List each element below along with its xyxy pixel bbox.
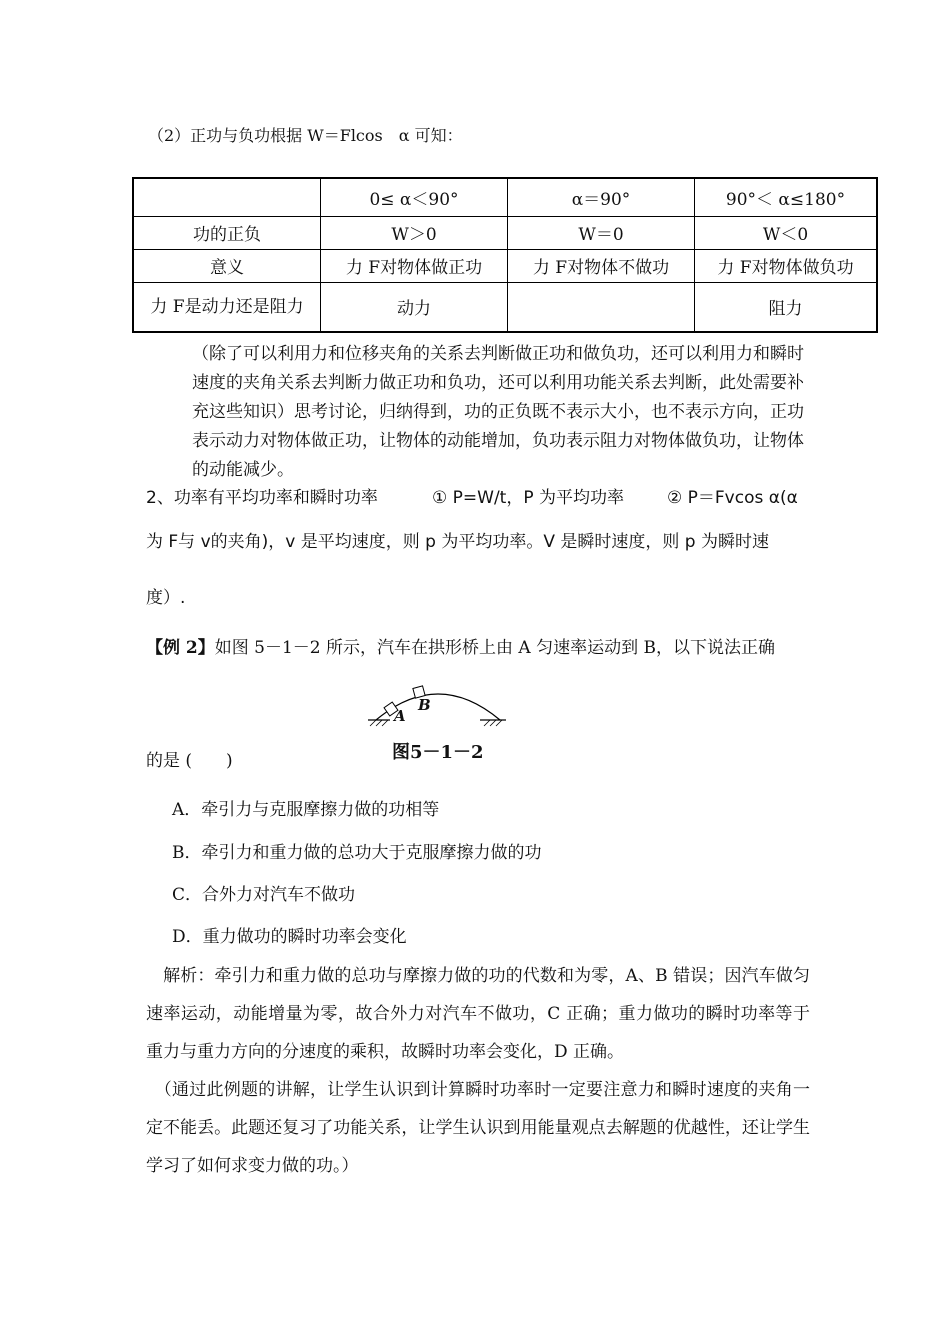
arch-bridge-figure <box>368 682 508 728</box>
table-cell: W＜0 <box>695 216 878 249</box>
power-line-1c: ② P＝Fvcos α(α <box>667 488 798 508</box>
table-cell <box>508 282 695 332</box>
table-cell: W＝0 <box>508 216 695 249</box>
example-heading <box>146 640 775 657</box>
power-line-1a: 2、功率有平均功率和瞬时功率 <box>146 488 378 508</box>
option-c: C．合外力对汽车不做功 <box>172 885 356 905</box>
option-a: A．牵引力与克服摩擦力做的功相等 <box>172 800 440 820</box>
table-row <box>133 216 877 249</box>
figure-label-b: B <box>418 696 431 714</box>
table-row <box>133 249 877 282</box>
table-cell: 功的正负 <box>133 216 321 249</box>
table-cell: 阻力 <box>695 282 878 332</box>
analysis-paragraph: 解析：牵引力和重力做的总功与摩擦力做的功的代数和为零，A、B 错误；因汽车做匀速率运动，动能增量为零，故合外力对汽车不做功，C 正确；重力做功的瞬时功率等于重力与重力方向的分速度的乘积，故瞬时功率会变化，D 正确。 <box>146 966 810 1062</box>
table-cell: 力 F对物体做负功 <box>695 249 878 282</box>
work-sign-table <box>132 177 878 333</box>
table-cell: 0≤ α＜90° <box>321 178 508 216</box>
table-header-row <box>133 178 877 216</box>
table-cell: 力 F对物体不做功 <box>508 249 695 282</box>
teaching-note-paragraph: （通过此例题的讲解，让学生认识到计算瞬时功率时一定要注意力和瞬时速度的夹角一定不能丢。此题还复习了功能关系，让学生认识到用能量观点去解题的优越性，还让学生学习了如何求变力做的功。） <box>146 1080 810 1176</box>
table-cell: 90°＜ α≤180° <box>695 178 878 216</box>
table-cell: 动力 <box>321 282 508 332</box>
table-cell: W＞0 <box>321 216 508 249</box>
table-cell: 意义 <box>133 249 321 282</box>
option-b: B．牵引力和重力做的总功大于克服摩擦力做的功 <box>172 843 542 863</box>
option-d: D．重力做功的瞬时功率会变化 <box>172 927 407 947</box>
example-text: 如图 5－1－2 所示，汽车在拱形桥上由 A 匀速率运动到 B，以下说法正确 <box>214 638 775 658</box>
example-label: 【例 2】 <box>146 638 215 658</box>
table-cell: 力 F对物体做正功 <box>321 249 508 282</box>
table-cell <box>133 178 321 216</box>
figure-caption: 图5－1－2 <box>392 742 484 763</box>
intro-line: （2）正功与负功根据 W＝Flcos α 可知： <box>148 126 463 145</box>
power-line-1b: ① P=W/t，P 为平均功率 <box>432 488 624 508</box>
power-line-3: 度）. <box>146 588 186 608</box>
power-line-2: 为 F与 v的夹角)，v 是平均速度，则 p 为平均功率。V 是瞬时速度，则 p 为瞬时速 <box>146 532 769 552</box>
table-row <box>133 282 877 332</box>
table-cell: 力 F是动力还是阻力 <box>133 282 321 332</box>
table-cell: α＝90° <box>508 178 695 216</box>
note-paragraph: （除了可以利用力和位移夹角的关系去判断做正功和做负功，还可以利用力和瞬时速度的夹角关系去判断力做正功和负功，还可以利用功能关系去判断，此处需要补充这些知识）思考讨论，归纳得到，功的正负既不表示大小，也不表示方向，正功表示动力对物体做正功，让物体的动能增加，负功表示阻力对物体做负功，让物体的动能减少。 <box>192 344 804 480</box>
figure-label-a: A <box>394 707 406 725</box>
example-text-end: 的是 ( ) <box>146 751 233 771</box>
